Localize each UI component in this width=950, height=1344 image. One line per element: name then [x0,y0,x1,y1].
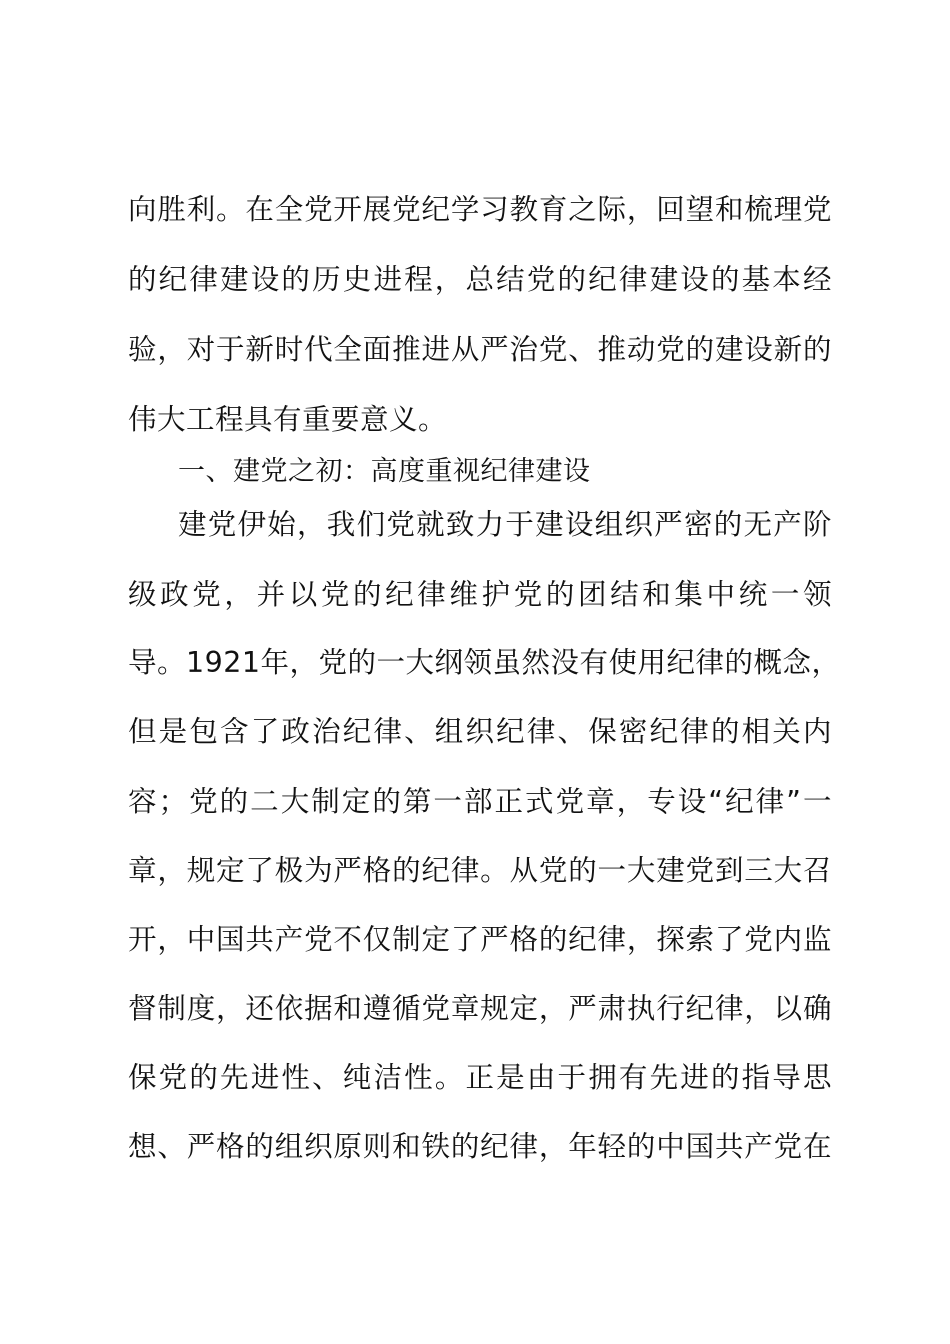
paragraph-line: 的纪律建设的历史进程，总结党的纪律建设的基本经 [128,263,832,296]
paragraph-line: 伟大工程具有重要意义。 [128,403,448,436]
paragraph-line: 开，中国共产党不仅制定了严格的纪律，探索了党内监 [128,923,832,956]
paragraph-line: 想、严格的组织原则和铁的纪律，年轻的中国共产党在 [128,1130,832,1163]
paragraph-line: 导。1921年，党的一大纲领虽然没有使用纪律的概念， [128,646,841,679]
section-heading: 一、建党之初：高度重视纪律建设 [178,456,591,487]
paragraph-line: 容；党的二大制定的第一部正式党章，专设“纪律”一 [128,785,832,818]
paragraph-line: 保党的先进性、纯洁性。正是由于拥有先进的指导思 [128,1061,832,1094]
paragraph-line: 向胜利。在全党开展党纪学习教育之际，回望和梳理党 [128,193,832,226]
paragraph-line: 建党伊始，我们党就致力于建设组织严密的无产阶 [178,508,832,541]
paragraph-line: 章，规定了极为严格的纪律。从党的一大建党到三大召 [128,854,832,887]
paragraph-line: 验，对于新时代全面推进从严治党、推动党的建设新的 [128,333,832,366]
paragraph-line: 但是包含了政治纪律、组织纪律、保密纪律的相关内 [128,715,832,748]
paragraph-line: 级政党，并以党的纪律维护党的团结和集中统一领 [128,578,832,611]
paragraph-line: 督制度，还依据和遵循党章规定，严肃执行纪律，以确 [128,992,832,1025]
